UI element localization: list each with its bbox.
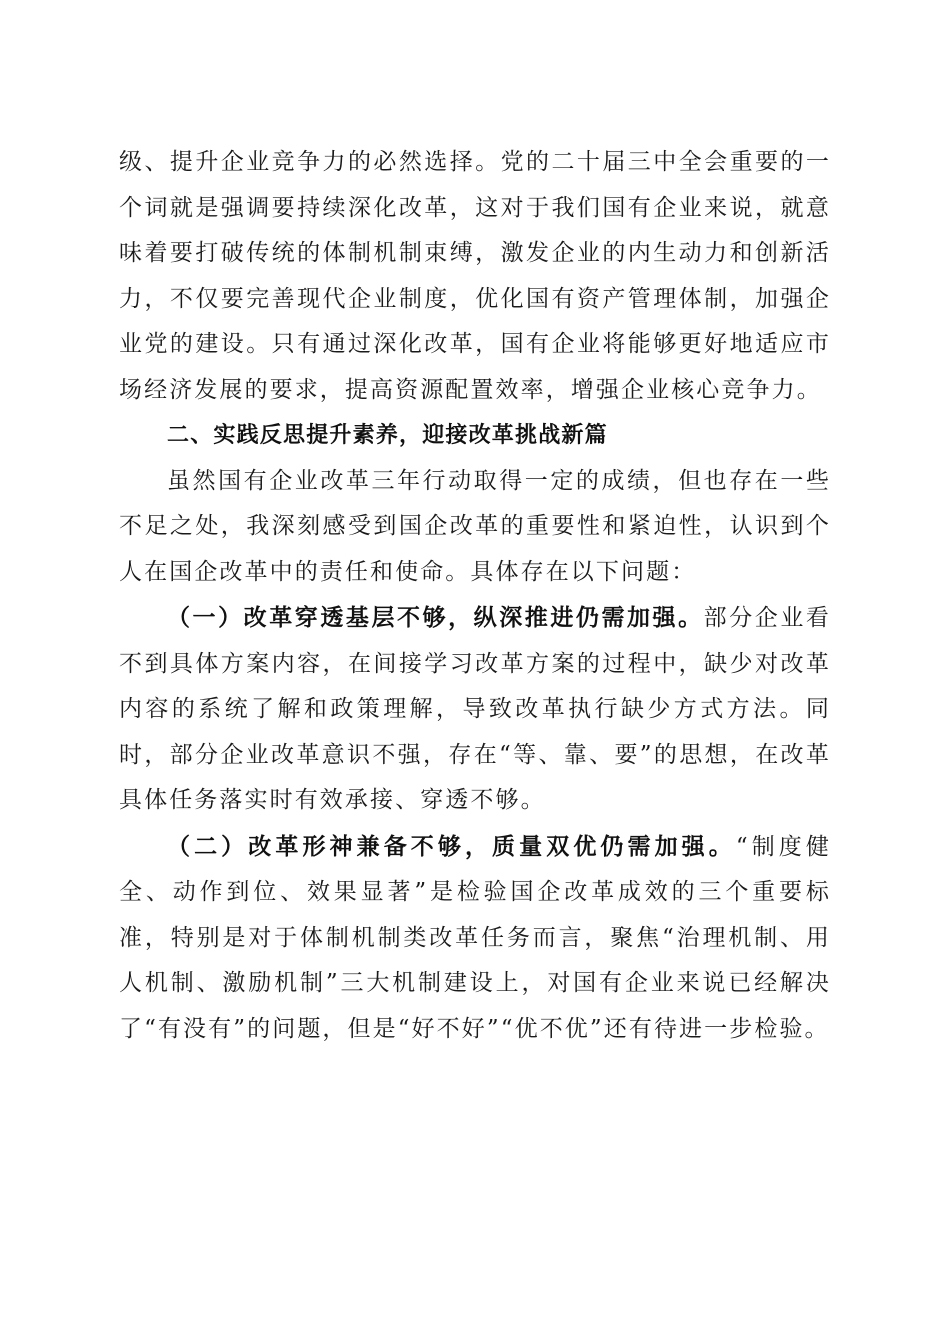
problem-item-2-title: （二）改革形神兼备不够，质量双优仍需加强。: [167, 832, 736, 860]
section-heading: 二、实践反思提升素养，迎接改革挑战新篇: [167, 423, 608, 448]
problem-item-1: [119, 595, 831, 824]
problem-item-2: [119, 824, 831, 1053]
document-body: [119, 140, 831, 1052]
problem-item-1-title: （一）改革穿透基层不够，纵深推进仍需加强。: [167, 604, 704, 631]
paragraph-problems-intro: 虽然国有企业改革三年行动取得一定的成绩，但也存在一些不足之处，我深刻感受到国企改革的重要性和紧迫性，认识到个人在国企改革中的责任和使命。具体存在以下问题：: [119, 467, 831, 585]
paragraph-continued: 级、提升企业竞争力的必然选择。党的二十届三中全会重要的一个词就是强调要持续深化改革，这对于我们国有企业来说，就意味着要打破传统的体制机制束缚，激发企业的内生动力和创新活力，不仅要完善现代企业制度，优化国有资产管理体制，加强企业党的建设。只有通过深化改革，国有企业将能够更好地适应市场经济发展的要求，提高资源配置效率，增强企业核心竞争力。: [119, 149, 831, 403]
problem-item-1-body: 部分企业看不到具体方案内容，在间接学习改革方案的过程中，缺少对改革内容的系统了解和政策理解，导致改革执行缺少方式方法。同时，部分企业改革意识不强，存在“等、靠、要”的思想，在改革具体任务落实时有效承接、穿透不够。: [119, 605, 831, 813]
problem-item-2-body: “制度健全、动作到位、效果显著”是检验国企改革成效的三个重要标准，特别是对于体制机制类改革任务而言，聚焦“治理机制、用人机制、激励机制”三大机制建设上，对国有企业来说已经解决了“有没有”的问题，但是“好不好”“优不优”还有待进一步检验。: [119, 833, 831, 1042]
